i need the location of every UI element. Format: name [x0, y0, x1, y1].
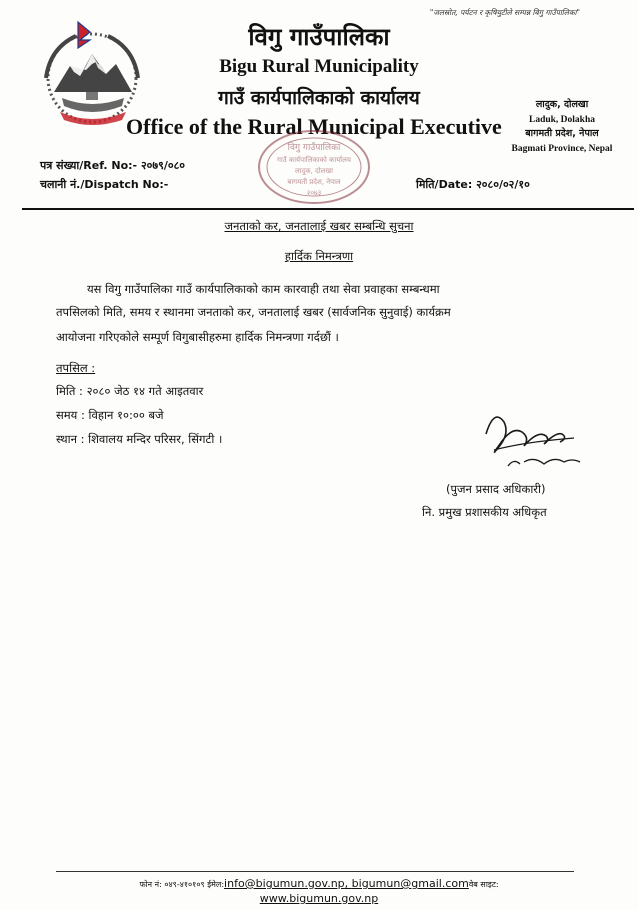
body-line-3: आयोजना गरिएकोले सम्पूर्ण विगुबासीहरुमा हार्दिक निमन्त्रणा गर्दछौं । [56, 330, 339, 344]
svg-text:गाउँ कार्यपालिकाको कार्यालय: गाउँ कार्यपालिकाको कार्यालय [277, 156, 351, 164]
salutation-text: हार्दिक निमन्त्रणा [284, 249, 354, 263]
office-address [496, 98, 628, 156]
address-province-en: Bagmati Province, Nepal [511, 143, 613, 154]
office-name-np: गाउँ कार्यपालिकाको कार्यालय [218, 87, 420, 109]
event-place: स्थान : शिवालय मन्दिर परिसर, सिंगटी । [56, 432, 223, 446]
svg-text:लादुक, दोलखा: लादुक, दोलखा [295, 167, 333, 175]
event-time: समय : विहान १०:०० बजे [56, 408, 164, 422]
footer-contact [0, 877, 638, 890]
letter-subject [0, 219, 638, 234]
municipality-motto: "जलस्रोत, पर्यटन र कृषियुटीले सम्पन्न बिगु गाउँपालिका" [429, 8, 580, 17]
office-stamp [256, 128, 372, 206]
address-province-np: बागमती प्रदेश, नेपाल [525, 128, 599, 139]
signer-title: नि. प्रमुख प्रशासकीय अधिकृत [422, 505, 547, 519]
email-link-gmail[interactable]: bigumun@gmail.com [351, 877, 469, 890]
letter-salutation [0, 249, 638, 264]
reference-number: पत्र संख्या/Ref. No:- २०७९/०८० [40, 159, 186, 172]
phone-email-label: फोन नं: ०४९-४१०१०९ ईमेल: [139, 880, 225, 889]
office-name-en: Office of the Rural Municipal Executive [126, 114, 502, 139]
municipality-name-np: विगु गाउँपालिका [248, 23, 390, 51]
email-link-info[interactable]: info@bigumun.gov.np [224, 877, 345, 890]
address-line-en: Laduk, Dolakha [528, 114, 595, 125]
signer-name: (पुजन प्रसाद अधिकारी) [446, 482, 546, 496]
website-link[interactable]: www.bigumun.gov.np [259, 892, 379, 905]
footer-divider [56, 871, 574, 872]
handwritten-signature [464, 404, 592, 476]
website-label: वेब साइट: [468, 880, 499, 889]
letter-date: मिति/Date: २०८०/०२/१० [416, 178, 530, 191]
svg-text:विगु गाउँपालिका: विगु गाउँपालिका [287, 143, 341, 153]
municipality-name-en: Bigu Rural Municipality [219, 56, 419, 77]
body-line-2: तपसिलको मिति, समय र स्थानमा जनताको कर, जनतालाई खबर (सार्वजनिक सुनुवाई) कार्यक्रम [56, 305, 451, 319]
header-divider [22, 208, 634, 210]
address-line-np: लादुक, दोलखा [535, 99, 589, 110]
svg-text:२०७३: २०७३ [306, 189, 322, 197]
email-separator: , [344, 877, 352, 890]
details-heading: तपसिल : [56, 361, 96, 375]
subject-text: जनताको कर, जनतालाई खबर सम्बन्धि सुचना [224, 219, 414, 233]
dispatch-number: चलानी नं./Dispatch No:- [40, 178, 169, 191]
svg-text:बागमती प्रदेश, नेपाल: बागमती प्रदेश, नेपाल [287, 178, 341, 186]
body-line-1: यस विगु गाउँपालिका गाउँ कार्यपालिकाको काम कारवाही तथा सेवा प्रवाहका सम्बन्धमा [87, 282, 440, 296]
event-date: मिति : २०८० जेठ १४ गते आइतवार [56, 384, 204, 398]
